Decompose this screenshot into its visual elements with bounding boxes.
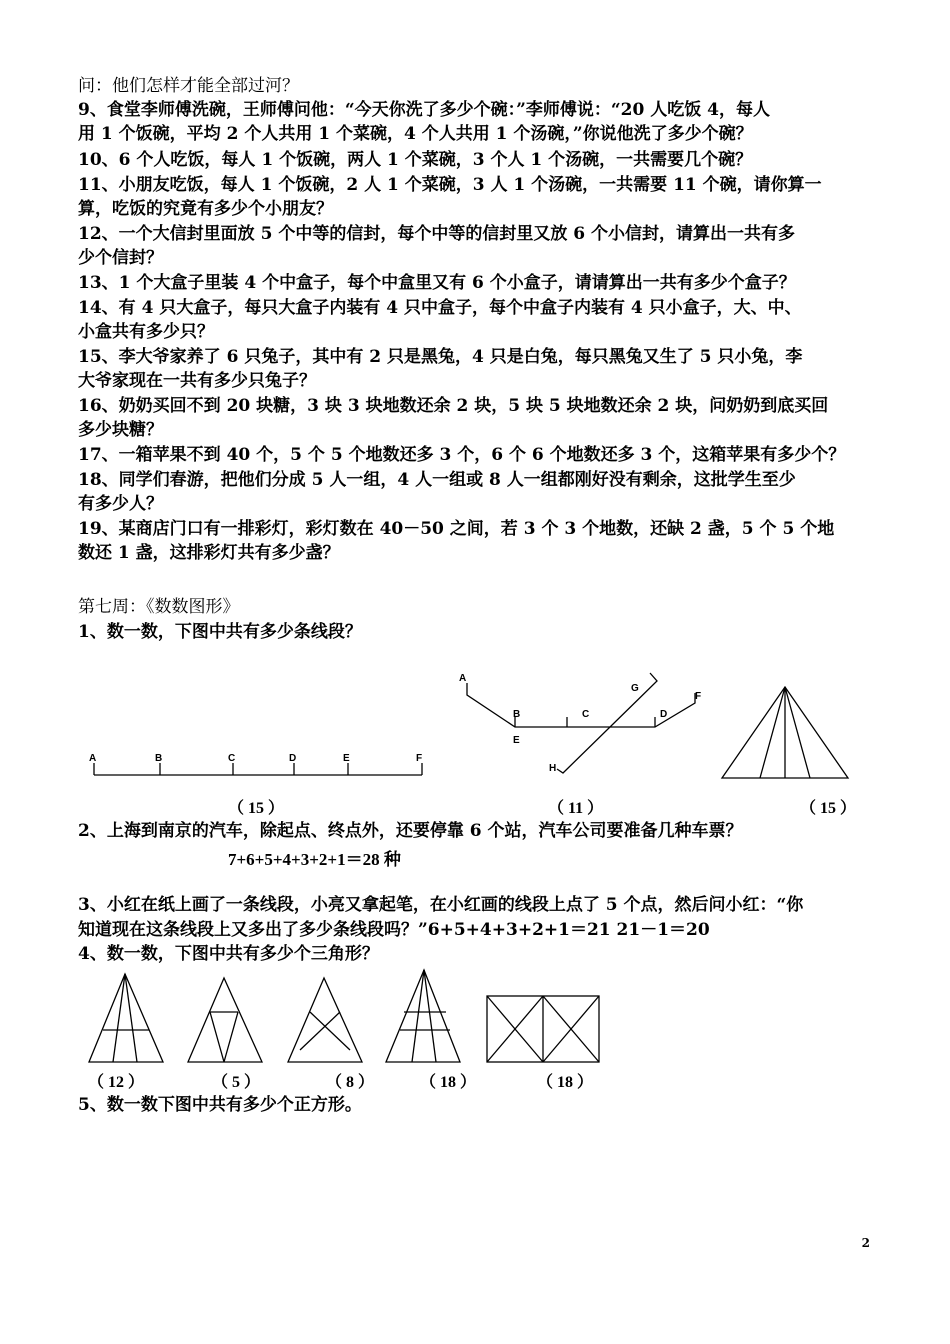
question-3-line2: 知道现在这条线段上又多出了多少条线段吗？”6+5+4+3+2+1＝21 21－1＝20 <box>78 920 710 940</box>
question-19-line1: 19、某商店门口有一排彩灯，彩灯数在 40－50 之间，若 3 个 3 个地数，还缺 2 盏，5 个 5 个地 <box>78 519 835 539</box>
question-16-line1: 16、奶奶买回不到 20 块糖，3 块 3 块地数还余 2 块，5 块 5 块地数还余 2 块，问奶奶到底买回 <box>78 396 829 416</box>
question-10: 10、6 个人吃饭，每人 1 个饭碗，两人 1 个菜碗，3 个人 1 个汤碗，一共需要几个碗？ <box>78 150 753 170</box>
question-15-line1: 15、李大爷家养了 6 只兔子，其中有 2 只是黑兔，4 只是白兔，每只黑兔又生了 5 只小兔，李 <box>78 347 803 367</box>
page-number: 2 <box>861 1236 870 1250</box>
point-label: H <box>549 763 557 774</box>
point-label: C <box>582 709 590 720</box>
question-18-line1: 18、同学们春游，把他们分成 5 人一组，4 人一组或 8 人一组都刚好没有剩余，这批学生至少 <box>78 470 796 490</box>
answer-q2: 7+6+5+4+3+2+1＝28 种 <box>228 850 401 869</box>
week-title: 第七周：《数数图形》 <box>78 597 240 617</box>
answer-rect: （ 18 ） <box>537 1074 594 1091</box>
fan-triangle-figure <box>720 685 850 780</box>
rectangle-figure <box>486 995 600 1065</box>
question-3-line1: 3、小红在纸上画了一条线段，小亮又拿起笔，在小红画的线段上点了 5 个点，然后问小红：“你 <box>78 895 804 915</box>
answer-tri-4: （ 18 ） <box>420 1074 477 1091</box>
point-label: B <box>513 709 521 720</box>
point-label: F <box>695 691 702 702</box>
question-2: 2、上海到南京的汽车，除起点、终点外，还要停靠 6 个站，汽车公司要准备几种车票？ <box>78 821 743 841</box>
question-12-line2: 少个信封？ <box>78 248 163 268</box>
question-15-line2: 大爷家现在一共有多少只兔子？ <box>78 371 316 391</box>
question-14-line1: 14、有 4 只大盒子，每只大盒子内装有 4 只中盒子，每个中盒子内装有 4 只小盒子，大、中、 <box>78 298 802 318</box>
triangle-figure-4 <box>384 968 464 1064</box>
point-label: E <box>343 753 350 764</box>
point-label: A <box>89 753 97 764</box>
point-label: D <box>289 753 297 764</box>
question-1: 1、数一数，下图中共有多少条线段？ <box>78 622 362 642</box>
question-12-line1: 12、一个大信封里面放 5 个中等的信封，每个中等的信封里又放 6 个小信封，请算出一共有多 <box>78 224 795 244</box>
point-label: D <box>660 709 668 720</box>
triangle-figure-3 <box>286 976 366 1064</box>
question-14-line2: 小盒共有多少只？ <box>78 322 214 342</box>
point-label: G <box>631 683 639 694</box>
segment-figure <box>80 745 430 785</box>
point-label: F <box>416 753 423 764</box>
answer-tri-3: （ 8 ） <box>326 1074 375 1091</box>
question-19-line2: 数还 1 盏，这排彩灯共有多少盏？ <box>78 543 340 563</box>
triangle-figure-1 <box>87 972 167 1064</box>
answer-fig3: （ 15 ） <box>800 800 857 817</box>
answer-tri-1: （ 12 ） <box>88 1074 145 1091</box>
question-9-line2: 用 1 个饭碗，平均 2 个人共用 1 个菜碗，4 个人共用 1 个汤碗，”你说他洗了多少个碗？ <box>78 124 753 144</box>
point-label: C <box>228 753 236 764</box>
question-9-line1: 9、食堂李师傅洗碗，王师傅问他：“今天你洗了多少个碗：”李师傅说：“20 人吃饭 4，每人 <box>78 100 770 120</box>
question-13: 13、1 个大盒子里装 4 个中盒子，每个中盒里又有 6 个小盒子，请请算出一共有多少个盒子？ <box>78 273 796 293</box>
question-11-line1: 11、小朋友吃饭，每人 1 个饭碗，2 人 1 个菜碗，3 人 1 个汤碗，一共需要 11 个碗，请你算一 <box>78 175 822 195</box>
point-label: B <box>155 753 163 764</box>
question-16-line2: 多少块糖？ <box>78 420 163 440</box>
point-label: A <box>459 673 467 684</box>
answer-fig1: （ 15 ） <box>228 800 285 817</box>
question-5: 5、数一数下图中共有多少个正方形。 <box>78 1095 362 1115</box>
question-11-line2: 算，吃饭的究竟有多少个小朋友？ <box>78 199 333 219</box>
point-label: E <box>513 735 520 746</box>
answer-tri-2: （ 5 ） <box>212 1074 261 1091</box>
question-18-line2: 有多少人？ <box>78 494 163 514</box>
polyline-figure <box>455 665 705 780</box>
answer-fig2: （ 11 ） <box>548 800 604 817</box>
triangle-figure-2 <box>186 976 266 1064</box>
question-4: 4、数一数，下图中共有多少个三角形？ <box>78 944 379 964</box>
text-line: 问：他们怎样才能全部过河？ <box>78 76 299 96</box>
question-17: 17、一箱苹果不到 40 个，5 个 5 个地数还多 3 个，6 个 6 个地数还多 3 个，这箱苹果有多少个？ <box>78 445 846 465</box>
